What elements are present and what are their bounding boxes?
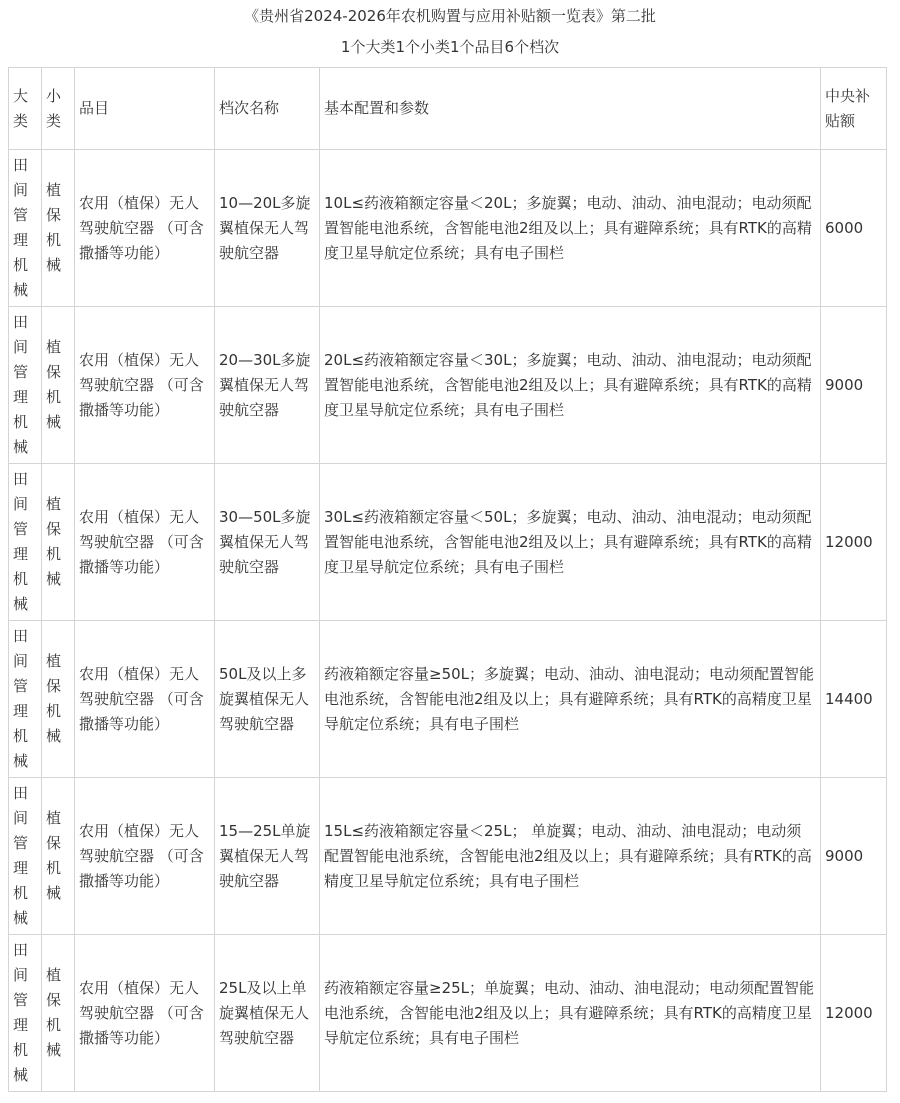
cell-item: 农用（植保）无人驾驶航空器 （可含撒播等功能） — [75, 150, 215, 307]
cell-small-category: 植保机械 — [42, 307, 75, 464]
header-spec: 基本配置和参数 — [320, 68, 821, 150]
header-amount: 中央补贴额 — [821, 68, 887, 150]
cell-small-category: 植保机械 — [42, 935, 75, 1092]
cell-amount: 9000 — [821, 778, 887, 935]
cell-spec: 药液箱额定容量≥50L；多旋翼；电动、油动、油电混动；电动须配置智能电池系统，含智能电池2组及以上；具有避障系统；具有RTK的高精度卫星导航定位系统；具有电子围栏 — [320, 621, 821, 778]
cell-small-category: 植保机械 — [42, 778, 75, 935]
table-row — [9, 307, 887, 464]
cell-item: 农用（植保）无人驾驶航空器 （可含撒播等功能） — [75, 307, 215, 464]
cell-small-category: 植保机械 — [42, 464, 75, 621]
cell-spec: 10L≤药液箱额定容量＜20L；多旋翼；电动、油动、油电混动；电动须配置智能电池系统，含智能电池2组及以上；具有避障系统；具有RTK的高精度卫星导航定位系统；具有电子围栏 — [320, 150, 821, 307]
cell-amount: 9000 — [821, 307, 887, 464]
table-row — [9, 150, 887, 307]
cell-item: 农用（植保）无人驾驶航空器 （可含撒播等功能） — [75, 621, 215, 778]
cell-grade: 15—25L单旋翼植保无人驾驶航空器 — [215, 778, 320, 935]
cell-grade: 30—50L多旋翼植保无人驾驶航空器 — [215, 464, 320, 621]
cell-big-category: 田间管理机械 — [9, 778, 42, 935]
table-row — [9, 935, 887, 1092]
header-item: 品目 — [75, 68, 215, 150]
cell-amount: 12000 — [821, 935, 887, 1092]
header-grade: 档次名称 — [215, 68, 320, 150]
cell-big-category: 田间管理机械 — [9, 935, 42, 1092]
subsidy-table — [8, 67, 887, 1092]
cell-grade: 25L及以上单旋翼植保无人驾驶航空器 — [215, 935, 320, 1092]
cell-small-category: 植保机械 — [42, 621, 75, 778]
cell-grade: 20—30L多旋翼植保无人驾驶航空器 — [215, 307, 320, 464]
page-title: 《贵州省2024-2026年农机购置与应用补贴额一览表》第二批 — [244, 7, 656, 25]
table-header-row — [9, 68, 887, 150]
table-row — [9, 621, 887, 778]
cell-big-category: 田间管理机械 — [9, 464, 42, 621]
cell-spec: 20L≤药液箱额定容量＜30L；多旋翼；电动、油动、油电混动；电动须配置智能电池系统，含智能电池2组及以上；具有避障系统；具有RTK的高精度卫星导航定位系统；具有电子围栏 — [320, 307, 821, 464]
cell-spec: 药液箱额定容量≥25L；单旋翼；电动、油动、油电混动；电动须配置智能电池系统，含智能电池2组及以上；具有避障系统；具有RTK的高精度卫星导航定位系统；具有电子围栏 — [320, 935, 821, 1092]
cell-item: 农用（植保）无人驾驶航空器 （可含撒播等功能） — [75, 778, 215, 935]
cell-spec: 15L≤药液箱额定容量＜25L； 单旋翼；电动、油动、油电混动；电动须配置智能电池系统，含智能电池2组及以上；具有避障系统；具有RTK的高精度卫星导航定位系统；具有电子围栏 — [320, 778, 821, 935]
table-row — [9, 464, 887, 621]
cell-big-category: 田间管理机械 — [9, 307, 42, 464]
cell-big-category: 田间管理机械 — [9, 621, 42, 778]
cell-big-category: 田间管理机械 — [9, 150, 42, 307]
cell-amount: 12000 — [821, 464, 887, 621]
header-big-category: 大类 — [9, 68, 42, 150]
page-subtitle: 1个大类1个小类1个品目6个档次 — [340, 38, 560, 56]
cell-small-category: 植保机械 — [42, 150, 75, 307]
table-row — [9, 778, 887, 935]
cell-grade: 50L及以上多旋翼植保无人驾驶航空器 — [215, 621, 320, 778]
header-small-category: 小类 — [42, 68, 75, 150]
cell-spec: 30L≤药液箱额定容量＜50L；多旋翼；电动、油动、油电混动；电动须配置智能电池系统，含智能电池2组及以上；具有避障系统；具有RTK的高精度卫星导航定位系统；具有电子围栏 — [320, 464, 821, 621]
cell-item: 农用（植保）无人驾驶航空器 （可含撒播等功能） — [75, 935, 215, 1092]
cell-amount: 14400 — [821, 621, 887, 778]
cell-amount: 6000 — [821, 150, 887, 307]
cell-grade: 10—20L多旋翼植保无人驾驶航空器 — [215, 150, 320, 307]
cell-item: 农用（植保）无人驾驶航空器 （可含撒播等功能） — [75, 464, 215, 621]
